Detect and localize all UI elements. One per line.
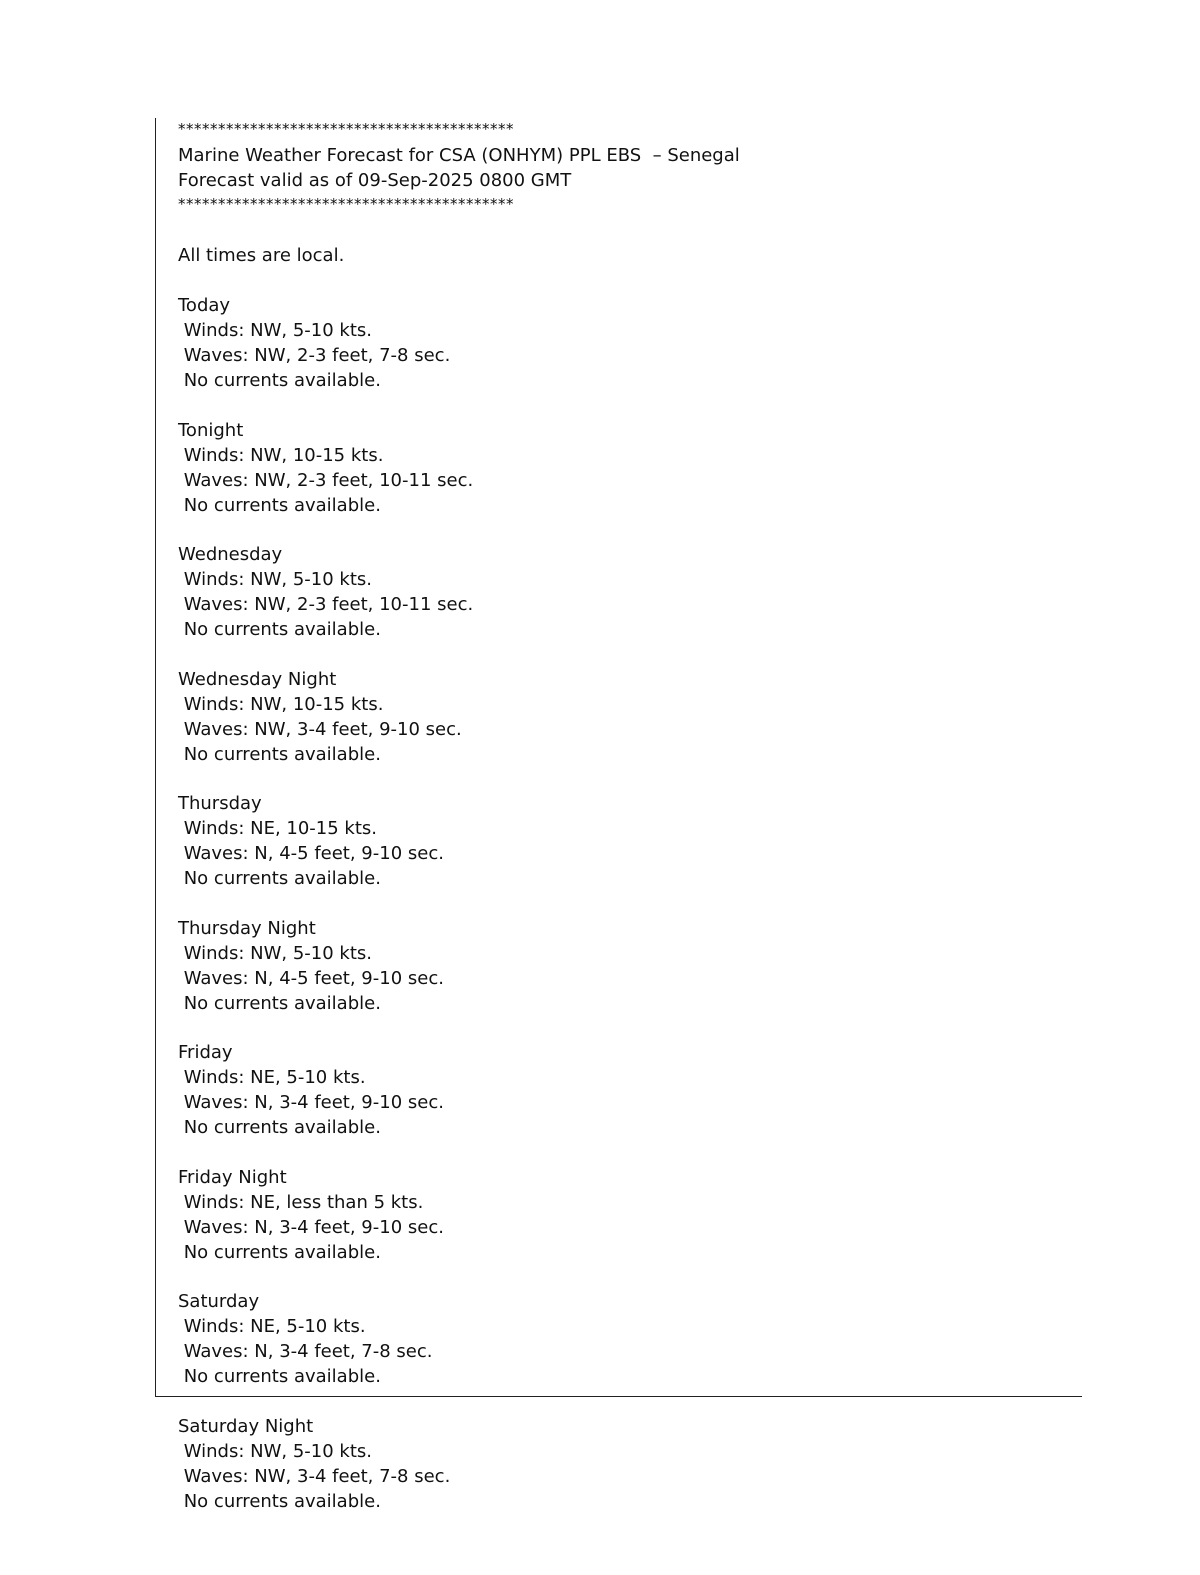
period-waves: Waves: NW, 3-4 feet, 9-10 sec. <box>178 719 462 740</box>
period-waves: Waves: N, 4-5 feet, 9-10 sec. <box>178 843 444 864</box>
period-waves: Waves: N, 4-5 feet, 9-10 sec. <box>178 968 444 989</box>
forecast-title: Marine Weather Forecast for CSA (ONHYM) PPL EBS – Senegal <box>178 145 740 166</box>
period-winds: Winds: NW, 5-10 kts. <box>178 320 372 341</box>
period-winds: Winds: NW, 5-10 kts. <box>178 1441 372 1462</box>
period-currents: No currents available. <box>178 1117 381 1138</box>
period-name: Saturday Night <box>178 1416 314 1437</box>
period-waves: Waves: N, 3-4 feet, 9-10 sec. <box>178 1092 444 1113</box>
period-currents: No currents available. <box>178 1491 381 1512</box>
period-name: Friday <box>178 1042 233 1063</box>
period-name: Saturday <box>178 1291 260 1312</box>
period-currents: No currents available. <box>178 495 381 516</box>
period-currents: No currents available. <box>178 744 381 765</box>
period-currents: No currents available. <box>178 868 381 889</box>
period-winds: Winds: NE, less than 5 kts. <box>178 1192 424 1213</box>
time-note: All times are local. <box>178 245 345 266</box>
period-winds: Winds: NW, 5-10 kts. <box>178 943 372 964</box>
period-winds: Winds: NE, 5-10 kts. <box>178 1316 366 1337</box>
period-waves: Waves: N, 3-4 feet, 7-8 sec. <box>178 1341 433 1362</box>
period-name: Tonight <box>178 420 244 441</box>
period-winds: Winds: NW, 10-15 kts. <box>178 445 384 466</box>
period-name: Wednesday Night <box>178 669 337 690</box>
period-name: Thursday <box>178 793 262 814</box>
period-currents: No currents available. <box>178 993 381 1014</box>
bottom-border-line <box>155 1396 1082 1397</box>
period-name: Friday Night <box>178 1167 287 1188</box>
period-winds: Winds: NW, 5-10 kts. <box>178 569 372 590</box>
header-stars-bottom: ****************************************** <box>178 195 514 213</box>
period-name: Today <box>178 295 231 316</box>
period-currents: No currents available. <box>178 1242 381 1263</box>
period-winds: Winds: NE, 5-10 kts. <box>178 1067 366 1088</box>
period-name: Thursday Night <box>178 918 316 939</box>
period-winds: Winds: NW, 10-15 kts. <box>178 694 384 715</box>
period-currents: No currents available. <box>178 619 381 640</box>
period-currents: No currents available. <box>178 370 381 391</box>
left-border-line <box>155 118 156 1397</box>
forecast-valid-time: Forecast valid as of 09-Sep-2025 0800 GMT <box>178 170 572 191</box>
header-stars-top: ****************************************** <box>178 120 514 138</box>
period-waves: Waves: N, 3-4 feet, 9-10 sec. <box>178 1217 444 1238</box>
period-winds: Winds: NE, 10-15 kts. <box>178 818 378 839</box>
period-name: Wednesday <box>178 544 283 565</box>
period-currents: No currents available. <box>178 1366 381 1387</box>
period-waves: Waves: NW, 2-3 feet, 7-8 sec. <box>178 345 451 366</box>
period-waves: Waves: NW, 3-4 feet, 7-8 sec. <box>178 1466 451 1487</box>
period-waves: Waves: NW, 2-3 feet, 10-11 sec. <box>178 470 474 491</box>
period-waves: Waves: NW, 2-3 feet, 10-11 sec. <box>178 594 474 615</box>
